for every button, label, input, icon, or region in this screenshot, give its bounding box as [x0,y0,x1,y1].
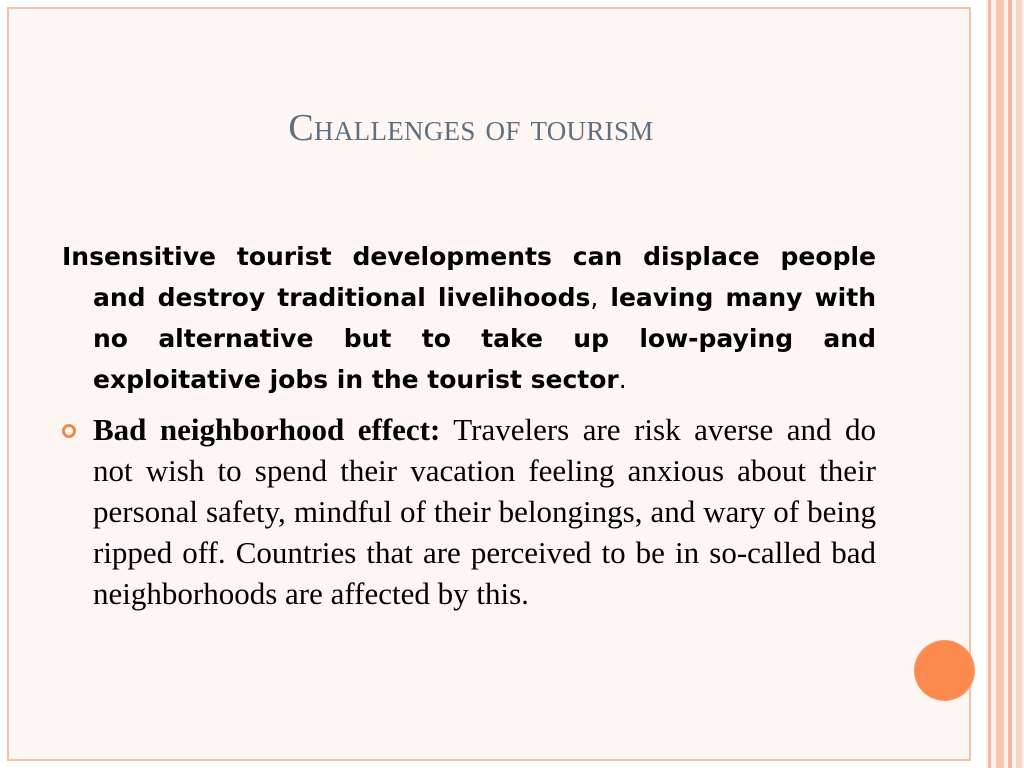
bullet-item [62,409,876,614]
intro-comma: , [590,283,599,312]
intro-bold-text: Insensitive tourist developments can displace people and destroy traditional livelihoods [62,242,876,312]
slide-body [62,236,876,614]
intro-period: . [618,365,627,394]
hollow-circle-bullet-icon [62,424,76,438]
bullet-body: Travelers are risk averse and do not wish to spend their vacation feeling anxious about their personal safety, mindful of their belongings, and wary of being ripped off. Countries that are perceived to be in so-called bad neighborhoods are affected by this. [93,412,876,611]
slide-title: Challenges of tourism [288,107,654,149]
stripe [1008,0,1012,768]
stripe [1016,0,1022,768]
stripe [988,0,991,768]
decorative-right-stripes [986,0,1024,768]
decorative-orange-circle [914,640,975,701]
intro-paragraph [62,236,876,400]
stripe [996,0,1004,768]
bullet-heading: Bad neighborhood effect: [93,412,441,447]
intro-bold-text-2: leaving many with no alternative but to take up low-paying and exploitative jobs in the tourist sector [93,283,876,394]
